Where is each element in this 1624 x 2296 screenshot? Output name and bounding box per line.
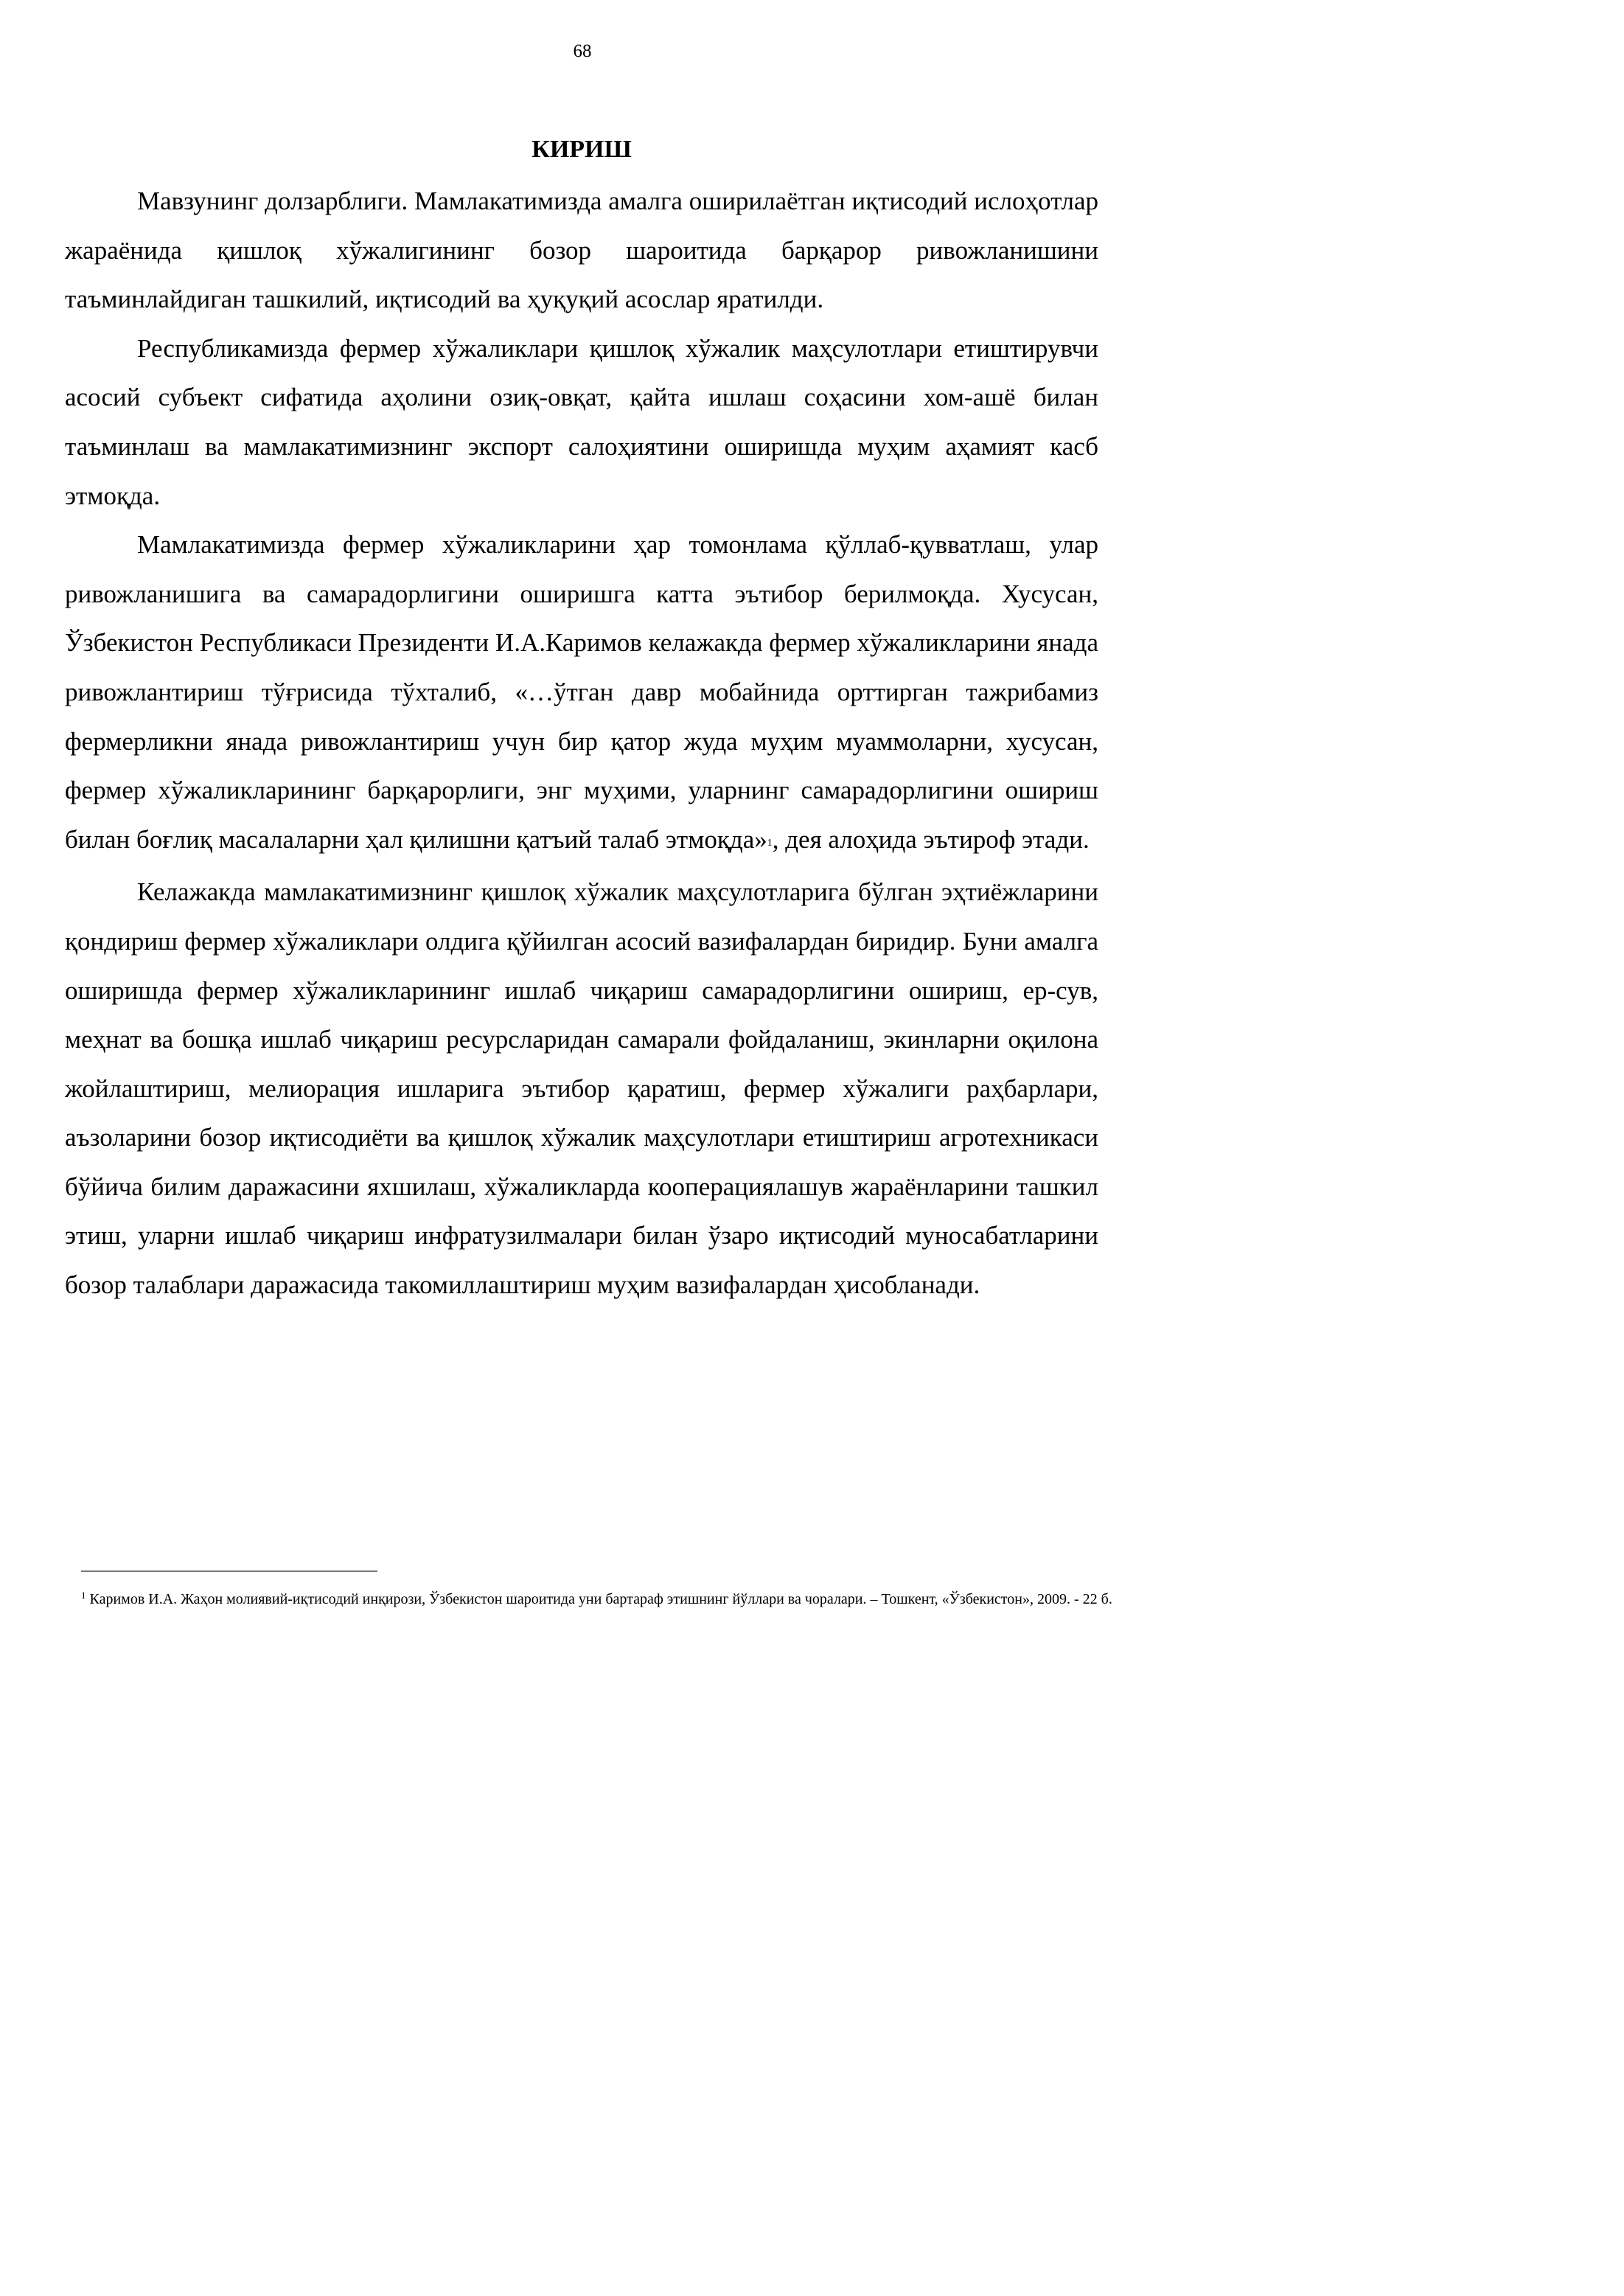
paragraph-farms-role: Республикамизда фермер хўжаликлари қишлоқ хўжалик маҳсулотлари етиштирувчи асосий субъект сифатида аҳолини озиқ-овқат, қайта ишлаш соҳасини хом-ашё билан таъминлаш ва мамлакатимизнинг экспорт салоҳиятини оширишда муҳим аҳамият касб этмоқда. (65, 333, 1098, 510)
paragraph-support-text: Мамлакатимизда фермер хўжаликларини ҳар томонлама қўллаб-қувватлаш, улар ривожланишига ва самарадорлигини оширишга катта эътибор берилмоқда. Хусусан, Ўзбекистон Республикаси Президенти И.А.Каримов келажакда фермер хўжаликларини янада ривожлантириш тўғрисида тўхталиб, «…ўтган давр мобайнида орттирган тажрибамиз фермерликни янада ривожлантириш учун бир қатор жуда муҳим муаммоларни, хусусан, фермер хўжаликларининг барқарорлиги, энг муҳими, уларнинг самарадорлигини ошириш билан боғлиқ масалаларни ҳал қилишни қатъий талаб этмоқда» (65, 530, 1098, 854)
footnote-mark: 1 (81, 1590, 86, 1601)
footnote (65, 1586, 1140, 1609)
paragraph-future-tasks: Келажакда мамлакатимизнинг қишлоқ хўжалик маҳсулотларига бўлган эҳтиёжларини қондириш фермер хўжаликлари олдига қўйилган асосий вазифалардан биридир. Буни амалга оширишда фермер хўжаликларининг ишлаб чиқариш самарадорлигини ошириш, ер-сув, меҳнат ва бошқа ишлаб чиқариш ресурсларидан самарали фойдаланиш, экинларни оқилона жойлаштириш, мелиорация ишларига эътибор қаратиш, фермер хўжалиги раҳбарлари, аъзоларини бозор иқтисодиёти ва қишлоқ хўжалик маҳсулотлари етиштириш агротехникаси бўйича билим даражасини яхшилаш, хўжаликларда кооперациялашув жараёнларини ташкил этиш, уларни ишлаб чиқариш инфратузилмалари билан ўзаро иқтисодий муносабатларини бозор талаблари даражасида такомиллаштириш муҳим вазифалардан ҳисобланади. (65, 877, 1098, 1300)
footnote-text: Каримов И.А. Жаҳон молиявий-иқтисодий инқирози, Ўзбекистон шароитида уни бартараф этишнинг йўллари ва чоралари. – Тошкент, «Ўзбекистон», 2009. - 22 б. (89, 1591, 1112, 1607)
section-heading: КИРИШ (532, 136, 632, 163)
footnote-reference[interactable]: 1 (767, 837, 773, 849)
paragraph-relevance: Мавзунинг долзарблиги. Мамлакатимизда амалга оширилаётган иқтисодий ислоҳотлар жараёнида қишлоқ хўжалигининг бозор шароитида барқарор ривожланишини таъминлайдиган ташкилий, иқтисодий ва ҳуқуқий асослар яратилди. (65, 187, 1098, 314)
page-number: 68 (573, 41, 592, 61)
main-text (65, 125, 1098, 1310)
footnote-divider (81, 1570, 377, 1572)
paragraph-support (65, 521, 1098, 868)
paragraph-support-ending: , дея алоҳида эътироф этади. (772, 824, 1090, 854)
